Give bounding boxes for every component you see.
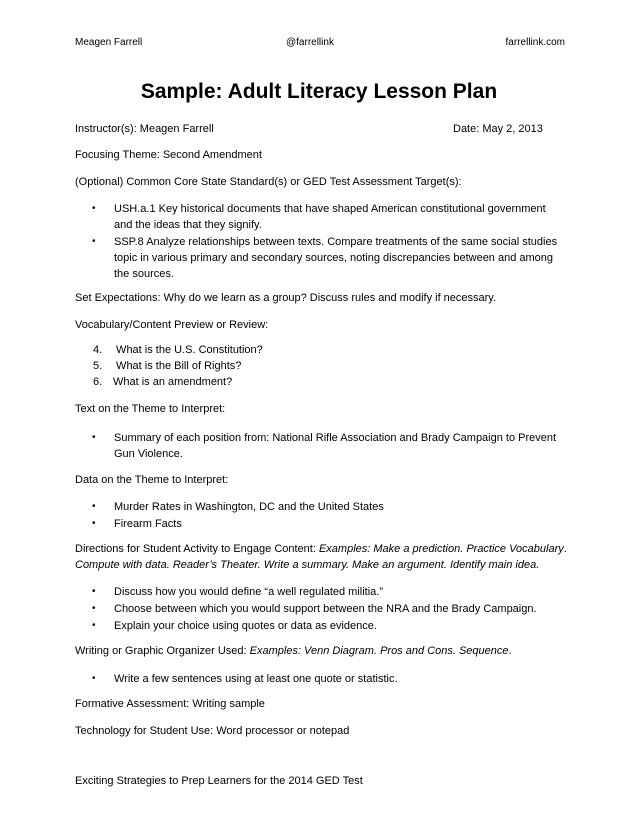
bullet-icon: • [92, 501, 96, 512]
directions-line [75, 543, 567, 555]
header-website: farrellink.com [505, 37, 565, 48]
writing-examples: Examples: Venn Diagram. Pros and Cons. Sequence [249, 645, 509, 657]
bullet-icon: • [92, 432, 96, 443]
list-number: 6. [93, 376, 103, 388]
data-item-text: Firearm Facts [114, 518, 182, 530]
bullet-icon: • [92, 620, 96, 631]
vocabulary-item [93, 376, 232, 388]
directions-examples-line [75, 559, 539, 571]
direction-item-text: Choose between which you would support between the NRA and the Brady Campaign. [114, 603, 537, 615]
directions-period: . [563, 543, 567, 555]
writing-label: Writing or Graphic Organizer Used: [75, 645, 250, 657]
footer-text: Exciting Strategies to Prep Learners for the 2014 GED Test [75, 775, 363, 787]
vocabulary-item [93, 344, 263, 356]
text-item [92, 430, 567, 462]
formative-assessment-line: Formative Assessment: Writing sample [75, 698, 265, 710]
direction-item [92, 618, 567, 634]
bullet-icon: • [92, 603, 96, 614]
set-expectations-line: Set Expectations: Why do we learn as a group? Discuss rules and modify if necessary. [75, 292, 497, 304]
writing-item [92, 671, 567, 687]
list-number: 4. [93, 344, 103, 356]
bullet-icon: • [92, 236, 96, 247]
focusing-theme-line: Focusing Theme: Second Amendment [75, 149, 262, 161]
text-theme-label: Text on the Theme to Interpret: [75, 403, 226, 415]
header-author: Meagen Farrell [75, 37, 143, 48]
bullet-icon: • [92, 203, 96, 214]
date-line: Date: May 2, 2013 [453, 123, 543, 135]
writing-period: . [508, 645, 512, 657]
directions-examples: Examples: Make a prediction. Practice Vocabulary [318, 543, 564, 555]
data-item-text: Murder Rates in Washington, DC and the United States [114, 501, 384, 513]
data-item [92, 499, 567, 515]
writing-line [75, 645, 512, 657]
data-theme-label: Data on the Theme to Interpret: [75, 474, 229, 486]
technology-line: Technology for Student Use: Word processor or notepad [75, 725, 350, 737]
page-title: Sample: Adult Literacy Lesson Plan [140, 80, 498, 103]
standard-item [92, 234, 567, 282]
header-handle: @farrellink [286, 37, 334, 48]
instructor-line: Instructor(s): Meagen Farrell [75, 123, 214, 135]
direction-item [92, 584, 567, 600]
bullet-icon: • [92, 586, 96, 597]
vocabulary-item [93, 360, 241, 372]
bullet-icon: • [92, 673, 96, 684]
vocabulary-item-text: What is the U.S. Constitution? [113, 344, 263, 356]
list-number: 5. [93, 360, 103, 372]
vocabulary-item-text: What is an amendment? [113, 376, 233, 388]
vocabulary-item-text: What is the Bill of Rights? [113, 360, 242, 372]
writing-item-text: Write a few sentences using at least one quote or statistic. [114, 673, 398, 685]
standard-item-text: SSP.8 Analyze relationships between texts. Compare treatments of the same social studies topic in various primary and secondary sources, noting discrepancies between and among the sources. [114, 236, 558, 280]
direction-item [92, 601, 567, 617]
standards-label: (Optional) Common Core State Standard(s) or GED Test Assessment Target(s): [75, 176, 462, 188]
text-item-text: Summary of each position from: National Rifle Association and Brady Campaign to Prevent Gun Violence. [114, 432, 557, 460]
direction-item-text: Explain your choice using quotes or data as evidence. [114, 620, 377, 632]
standard-item [92, 201, 567, 233]
bullet-icon: • [92, 518, 96, 529]
vocabulary-label: Vocabulary/Content Preview or Review: [75, 319, 269, 331]
directions-label: Directions for Student Activity to Engage Content: [75, 543, 319, 555]
standard-item-text: USH.a.1 Key historical documents that have shaped American constitutional government and the ideas that they signify. [114, 203, 546, 231]
data-item [92, 516, 567, 532]
direction-item-text: Discuss how you would define “a well regulated militia.” [114, 586, 384, 598]
directions-examples-continued: Compute with data. Reader’s Theater. Write a summary. Make an argument. Identify main idea. [75, 559, 540, 571]
